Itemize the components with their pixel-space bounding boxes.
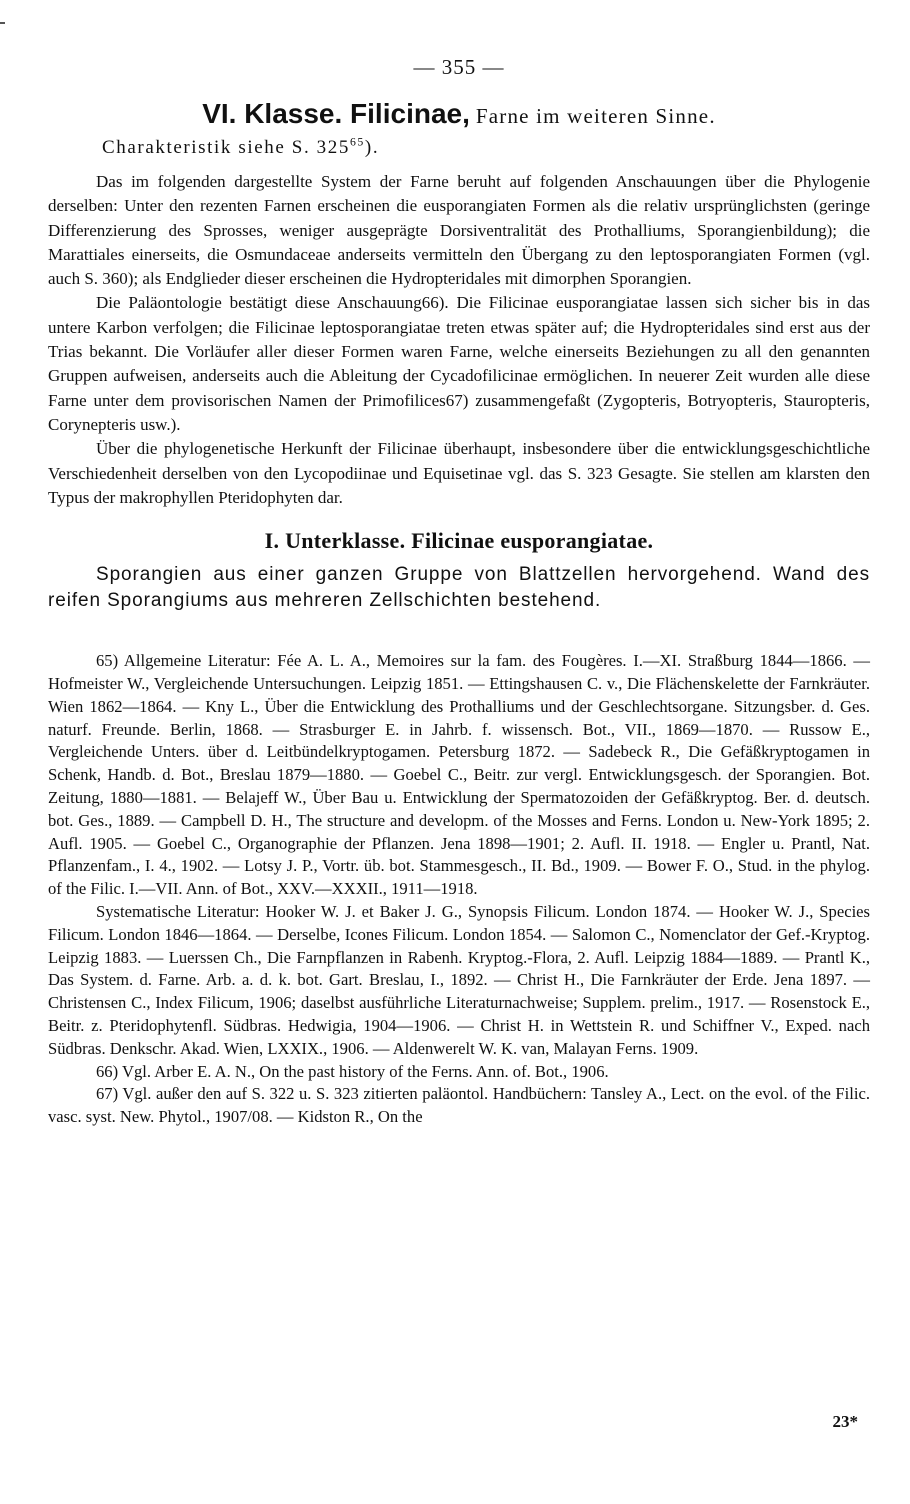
footnote: Systematische Literatur: Hooker W. J. et Baker J. G., Synopsis Filicum. London 1874. — Hooker W. J., Species Filicum. London 1846—1864. — Derselbe, Icones Filicum. London 1854. — Salomon C., Nomenclator der Gef.-Kryptog. Leipzig 1883. — Luerssen Ch., Die Farnpflanzen in Rabenh. Kryptog.-Flora, 2. Aufl. Leipzig 1884—1889. — Prantl K., Das System. d. Farne. Arb. a. d. k. bot. Gart. Breslau, I., 1892. — Christ H., Die Farnkräuter der Erde. Jena 1897. — Christensen C., Index Filicum, 1906; daselbst ausführliche Literaturnachweise; Supplem. prelim., 1917. — Rosenstock E., Beitr. z. Pteridophytenfl. Südbras. Hedwigia, 1904—1906. — Christ H. in Wettstein R. und Schiffner V., Exped. nach Südbras. Denkschr. Akad. Wien, LXXIX., 1906. — Aldenwerelt W. K. van, Malayan Ferns. 1909.: [48, 901, 870, 1058]
subclass-description: [48, 562, 870, 614]
class-heading-title: VI. Klasse. Filicinae,: [202, 98, 470, 129]
footnote: 66) Vgl. Arber E. A. N., On the past history of the Ferns. Ann. of. Bot., 1906.: [96, 1061, 609, 1081]
class-heading-subtitle: Farne im weiteren Sinne.: [475, 104, 716, 128]
subclass-heading: I. Unterklasse. Filicinae eusporangiatae.: [264, 528, 654, 554]
page: [48, 52, 870, 1129]
scan-mark: [0, 22, 5, 24]
footnote: 67) Vgl. außer den auf S. 322 u. S. 323 zitierten paläontol. Handbüchern: Tansley A., Lect. on the evol. of the Filic. vasc. syst. New. Phytol., 1907/08. — Kidston R., On the: [48, 1084, 870, 1127]
characteristic-tail: ).: [364, 137, 380, 158]
paragraph: Die Paläontologie bestätigt diese Anschauung66). Die Filicinae eusporangiatae lassen sich sicher bis in das untere Karbon verfolgen; die Filicinae leptosporangiatae treten etwas später auf; die Hydropteridales sind erst aus der Trias bekannt. Die Vorläufer aller dieser Formen waren Farne, welche einerseits Beziehungen zu all den genannten Gruppen aufweisen, anderseits auch die Ableitung der Cycadofilicinae ermöglichen. In neuerer Zeit wurden alle diese Farne unter dem provisorischen Namen der Primofilices67) zusammengefaßt (Zygopteris, Botryopteris, Stauropteris, Corynepteris usw.).: [48, 293, 870, 434]
footnotes: [48, 650, 870, 1129]
page-number: — 355 —: [413, 55, 505, 79]
subclass-description-text: Sporangien aus einer ganzen Gruppe von Blattzellen hervorgehend. Wand des reifen Sporangiums aus mehreren Zellschichten bestehend.: [48, 564, 870, 612]
signature-mark: 23*: [832, 1412, 858, 1431]
characteristic-line: [102, 134, 870, 162]
paragraph: Über die phylogenetische Herkunft der Filicinae überhaupt, insbesondere über die entwicklungsgeschichtliche Verschiedenheit derselben von den Lycopodiinae und Equisetinae vgl. das S. 323 Gesagte. Sie stellen am klarsten den Typus der makrophyllen Pteridophyten dar.: [48, 439, 870, 507]
class-heading: [48, 96, 870, 132]
body-text: [48, 170, 870, 510]
footnote: 65) Allgemeine Literatur: Fée A. L. A., Memoires sur la fam. des Fougères. I.—XI. Straßburg 1844—1866. — Hofmeister W., Vergleichende Untersuchungen. Leipzig 1851. — Ettingshausen C. v., Die Flächenskelette der Farnkräuter. Wien 1862—1864. — Kny L., Über die Entwicklung des Prothalliums und der Geschlechtsorgane. Sitzungsber. d. Ges. naturf. Freunde. Berlin, 1868. — Strasburger E. in Jahrb. f. wissensch. Bot., VII., 1869—1870. — Russow E., Vergleichende Unters. über d. Leitbündelkryptogamen. Petersburg 1872. — Sadebeck R., Die Gefäßkryptogamen in Schenk, Handb. d. Bot., Breslau 1879—1880. — Goebel C., Beitr. zur vergl. Entwicklungsgesch. der Sporangien. Bot. Zeitung, 1880—1881. — Belajeff W., Über Bau u. Entwicklung der Spermatozoiden der Gefäßkryptog. Ber. d. deutsch. bot. Ges., 1889. — Campbell D. H., The structure and developm. of the Mosses and Ferns. London u. New-York 1895; 2. Aufl. 1905. — Goebel C., Organographie der Pflanzen. Jena 1898—1901; 2. Aufl. II. 1918. — Engler u. Prantl, Nat. Pflanzenfam., I. 4., 1902. — Lotsy J. P., Vortr. üb. bot. Stammesgesch., II. Bd., 1909. — Bower F. O., Stud. in the phylog. of the Filic. I.—VII. Ann. of Bot., XXV.—XXXII., 1911—1918.: [48, 651, 870, 899]
paragraph: Das im folgenden dargestellte System der Farne beruht auf folgenden Anschauungen über die Phylogenie derselben: Unter den rezenten Farnen erscheinen die eusporangiaten Formen als die relativ ursprünglichsten (geringe Differenzierung des Sprosses, weniger ausgeprägte Dorsiventralität des Prothalliums, Sporangienbildung); die Marattiales einerseits, die Osmundaceae anderseits vermitteln den Übergang zu den leptosporangiaten Formen (vgl. auch S. 360); als Endglieder dieser erscheinen die Hydropteridales mit dimorphen Sporangien.: [48, 172, 870, 289]
characteristic-text: Charakteristik siehe S. 325: [102, 137, 350, 158]
footnote-ref: 65: [349, 135, 365, 149]
